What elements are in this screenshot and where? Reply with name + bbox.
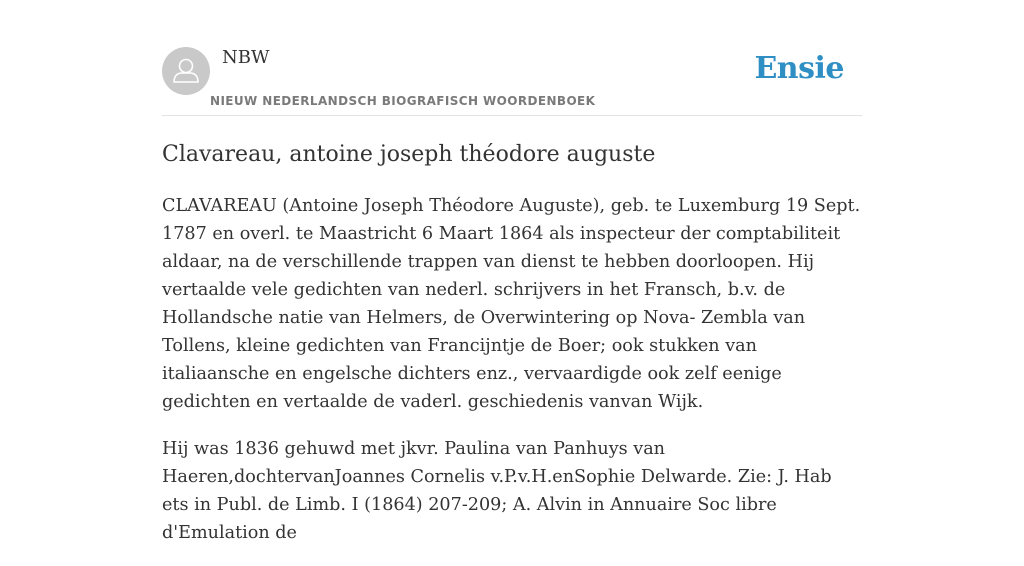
article-title: Clavareau, antoine joseph théodore auguste — [162, 142, 656, 167]
author-name[interactable]: NBW — [222, 47, 270, 68]
user-silhouette-icon — [162, 47, 210, 95]
header — [162, 0, 862, 116]
article-body — [162, 192, 862, 566]
author-avatar[interactable] — [162, 47, 210, 95]
article-paragraph: Hij was 1836 gehuwd met jkvr. Paulina van Panhuys van Haeren,dochtervanJoannes Cornelis v.P.v.H.enSophie Delwarde. Zie: J. Hab ets in Publ. de Limb. I (1864) 207-209; A. Alvin in Annuaire Soc libre d'Emulation de — [162, 439, 832, 543]
article-paragraph: CLAVAREAU (Antoine Joseph Théodore Auguste), geb. te Luxemburg 19 Sept. 1787 en overl. te Maastricht 6 Maart 1864 als inspecteur der comptabiliteit aldaar, na de verschillende trappen van dienst te hebben doorloopen. Hij vertaalde vele gedichten van nederl. schrijvers in het Fransch, b.v. de Hollandsche natie van Helmers, de Overwintering op Nova- Zembla van Tollens, kleine gedichten van Francijntje de Boer; ook stukken van italiaansche en engelsche dichters enz., vervaardigde ook zelf eenige gedichten en vertaalde de vaderl. geschiedenis vanvan Wijk. — [162, 196, 861, 412]
source-label[interactable]: NIEUW NEDERLANDSCH BIOGRAFISCH WOORDENBOEK — [210, 94, 596, 108]
page — [162, 0, 862, 543]
site-logo[interactable]: Ensie — [754, 51, 844, 86]
